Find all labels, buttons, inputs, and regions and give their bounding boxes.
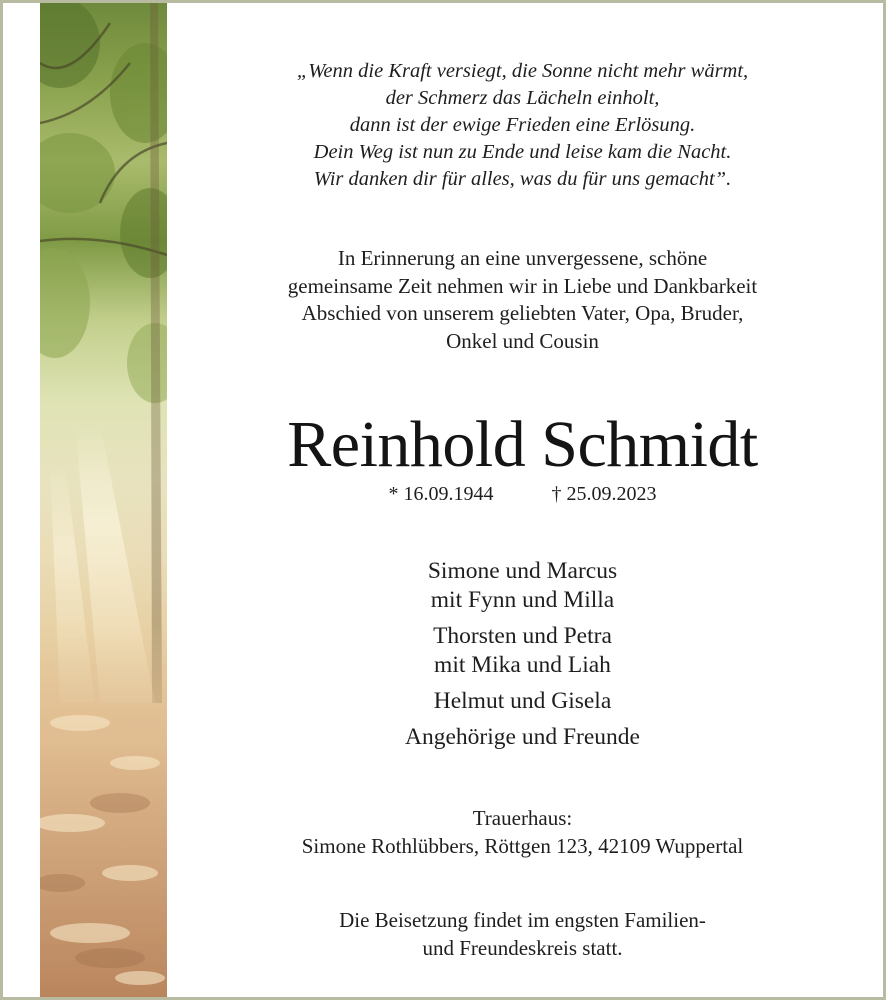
mourning-house-address: Simone Rothlübbers, Röttgen 123, 42109 Wuppertal <box>301 834 744 858</box>
forest-path-image <box>40 3 167 997</box>
memory-line: In Erinnerung an eine unvergessene, schöne <box>337 246 708 270</box>
family-line: Angehörige und Freunde <box>405 724 640 750</box>
birth-date: * 16.09.1944 <box>388 483 494 505</box>
deceased-name: Reinhold Schmidt <box>287 408 758 481</box>
poem-line: „Wenn die Kraft versiegt, die Sonne nicht mehr wärmt, <box>296 60 749 82</box>
memory-line: Abschied von unserem geliebten Vater, Opa, Bruder, <box>301 301 744 325</box>
mourning-house-label: Trauerhaus: <box>472 806 573 830</box>
poem-line: der Schmerz das Lächeln einholt, <box>385 87 660 109</box>
memory-line: gemeinsame Zeit nehmen wir in Liebe und Dankbarkeit <box>287 273 758 298</box>
family-line: Helmut und Gisela <box>433 688 612 714</box>
forest-path-photo <box>40 3 167 997</box>
poem-line: Wir danken dir für alles, was du für uns gemacht”. <box>313 168 732 190</box>
family-group <box>170 723 875 752</box>
family-line: Simone und Marcus <box>427 558 618 584</box>
family-group <box>170 622 875 680</box>
poem-line: dann ist der ewige Frieden eine Erlösung. <box>349 114 696 136</box>
funeral-note <box>170 907 875 962</box>
poem-line: Dein Weg ist nun zu Ende und leise kam die Nacht. <box>313 141 732 163</box>
notice-content <box>170 0 886 1000</box>
family-group <box>170 557 875 615</box>
family-line: mit Mika und Liah <box>434 652 611 678</box>
funeral-note-line: Die Beisetzung findet im engsten Familien- <box>339 908 706 932</box>
death-date: † 25.09.2023 <box>551 483 657 505</box>
mourning-house <box>170 804 875 860</box>
family-line: Thorsten und Petra <box>433 623 612 649</box>
family-line: mit Fynn und Milla <box>430 587 615 613</box>
family-list <box>170 557 875 759</box>
memory-text <box>170 245 875 355</box>
funeral-note-line: und Freundeskreis statt. <box>422 935 623 960</box>
memory-line: Onkel und Cousin <box>446 328 599 353</box>
poem <box>170 58 875 193</box>
life-dates <box>170 481 875 507</box>
family-group <box>170 687 875 716</box>
